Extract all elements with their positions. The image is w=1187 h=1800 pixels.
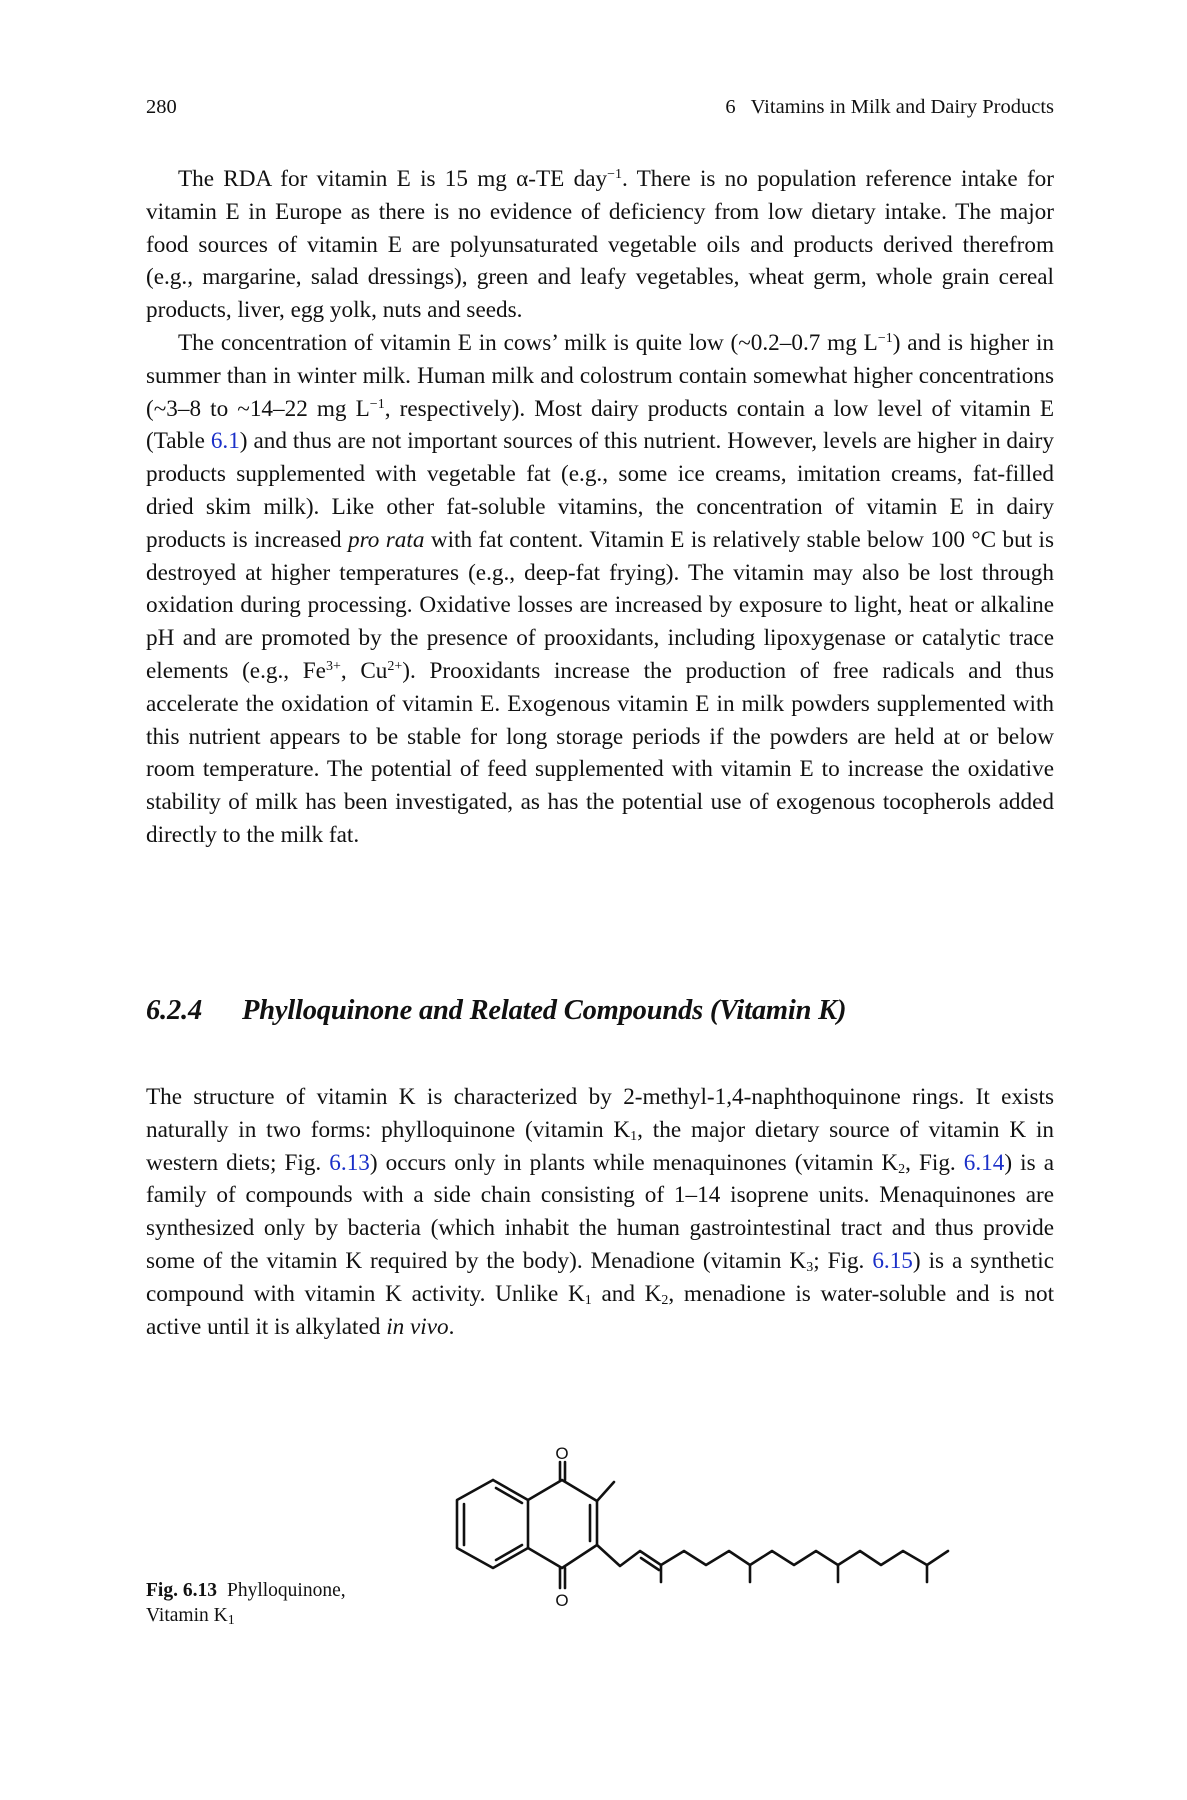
- paragraph: The structure of vitamin K is characterized by 2-methyl-1,4-naphthoquinone rings. It exists naturally in two forms: phylloquinone (vitamin $K_1$, the major dietary source of vitamin K in western diets; Fig. 6.13) occurs only in plants while menaquinones (vitamin $K_2$, Fig. 6.14) is a family of compounds with a side chain consisting of 1–14 isoprene units. Menaquinones are synthesized only by bacteria (which inhabit the human gastrointestinal tract and thus provide some of the vitamin K required by the body). Menadione (vitamin $K_3$; Fig. 6.15) is a synthetic compound with vitamin K activity. Unlike $K_1$ and $K_2$, menadione is water-soluble and is not active until it is alkylated in vivo.: [146, 1084, 1055, 1340]
- running-header: [146, 96, 1054, 122]
- section-title: Phylloquinone and Related Compounds (Vitamin K): [242, 995, 847, 1026]
- superscript: 2+: [387, 658, 403, 674]
- italic-term: pro rata: [348, 526, 425, 553]
- superscript: −1: [607, 167, 622, 182]
- paragraph: The RDA for vitamin E is 15 mg α-TE day$^{-1}$. There is no population reference intake for vitamin E in Europe as there is no evidence of deficiency from low dietary intake. The major food sources of vitamin E are polyunsaturated vegetable oils and products derived therefrom (e.g., margarine, salad dressings), green and leafy vegetables, wheat germ, whole grain cereal products, liver, egg yolk, nuts and seeds.: [146, 166, 1054, 324]
- cross-reference-link[interactable]: 6.13: [329, 1149, 370, 1176]
- figure-caption: [146, 1578, 406, 1628]
- phylloquinone-structure-diagram: [440, 1440, 980, 1630]
- chapter-title: 6 Vitamins in Milk and Dairy Products: [725, 96, 1054, 118]
- paragraph: The concentration of vitamin E in cows’ milk is quite low (~0.2–0.7 mg $L^{-1}$) and is higher in summer than in winter milk. Human milk and colostrum contain somewhat higher concentrations (~3–8 to ~14–22 mg $L^{-1}$, respectively). Most dairy products contain a low level of vitamin E (Table 6.1) and thus are not important sources of this nutrient. However, levels are higher in dairy products supplemented with vegetable fat (e.g., some ice creams, imitation creams, fat-filled dried skim milk). Like other fat-soluble vitamins, the concentration of vitamin E in dairy products is increased pro rata with fat content. Vitamin E is relatively stable below 100 °C but is destroyed at higher temperatures (e.g., deep-fat frying). The vitamin may also be lost through oxidation during processing. Oxidative losses are increased by exposure to light, heat or alkaline pH and are promoted by the presence of prooxidants, including lipoxygenase or catalytic trace elements (e.g., $Fe^{3+}$, $Cu^{2+}$). Prooxidants increase the production of free radicals and thus accelerate the oxidation of vitamin E. Exogenous vitamin E in milk powders supplemented with this nutrient appears to be stable for long storage periods if the powders are held at or below room temperature. The potential of feed supplemented with vitamin E to increase the oxidative stability of milk has been investigated, as has the potential use of exogenous tocopherols added directly to the milk fat.: [146, 329, 1054, 848]
- italic-term: in vivo: [386, 1313, 449, 1340]
- section-heading: [146, 995, 846, 1027]
- superscript: −1: [369, 396, 385, 412]
- caption-line-2: Vitamin K: [146, 1605, 228, 1626]
- subscript: 3: [806, 1259, 814, 1275]
- vitamin-k-text: [146, 1081, 1054, 1343]
- figure-label: Fig. 6.13: [146, 1580, 217, 1601]
- caption-text: Phylloquinone,: [226, 1580, 346, 1601]
- benzene-ring: [457, 1480, 528, 1568]
- vitamin-e-text: [146, 163, 1054, 852]
- page-number: 280: [146, 96, 177, 118]
- section-number: 6.2.4: [146, 995, 203, 1026]
- quinone-ring: [528, 1480, 597, 1568]
- oxygen-label-bottom: O: [555, 1591, 569, 1610]
- caption-subscript: 1: [227, 1613, 235, 1628]
- cross-reference-link[interactable]: 6.15: [872, 1247, 913, 1274]
- subscript: 1: [630, 1128, 638, 1144]
- cross-reference-link[interactable]: 6.1: [210, 428, 240, 455]
- oxygen-label-top: O: [555, 1444, 569, 1463]
- subscript: 2: [898, 1161, 906, 1177]
- superscript: 3+: [325, 658, 341, 674]
- superscript: −1: [877, 330, 893, 346]
- subscript: 1: [584, 1292, 592, 1308]
- subscript: 2: [661, 1292, 669, 1308]
- cross-reference-link[interactable]: 6.14: [963, 1149, 1005, 1176]
